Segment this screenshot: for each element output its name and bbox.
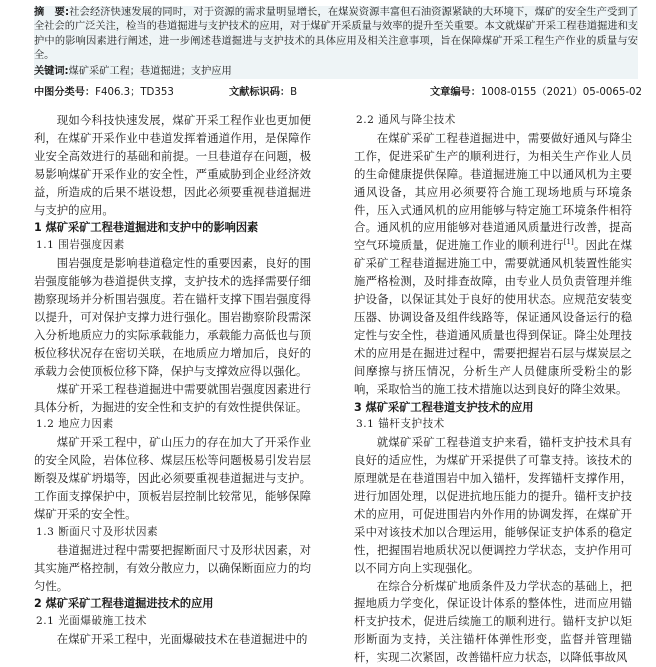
clc-label: 中图分类号： — [34, 87, 96, 98]
section-2-2-paragraph — [354, 130, 632, 399]
section-1-heading: 1 煤矿采矿工程巷道掘进和支护中的影响因素 — [34, 221, 259, 235]
keywords-text: 煤矿采矿工程；巷道掘进；支护应用 — [68, 65, 232, 77]
section-1-2-paragraph: 煤矿开采工程中，矿山压力的存在加大了开采作业的安全风险，岩体位移、煤层压松等问题极易引发岩层断裂及煤矿坍塌等，因此必须要重视巷道掘进与支护。工作面支撑保护中，顶板岩层控制比较常见，能够保障煤矿开采的安全性。 — [34, 435, 311, 521]
section-1-2-heading: 1.2 地应力因素 — [36, 418, 114, 431]
abstract-paragraph — [34, 6, 638, 64]
section-1-3-heading: 1.3 断面尺寸及形状因素 — [36, 525, 159, 538]
abstract-text: 社会经济快速发展的同时，对于资源的需求量明显增长，在煤炭资源丰富但石油资源紧缺的大环境下，煤矿的安全生产受到了全社会的广泛关注，检当的巷道掘进与支护技术的应用，对于煤矿开采质量与效率的提升至关重要。本文就煤矿开采工程巷道掘进和支护中的影响因素进行阐述，进一步阐述巷道掘进与支护技术的具体应用及相关注意事项，旨在保障煤矿开采工程生产作业的质量与安全。 — [34, 7, 638, 62]
section-2-1-paragraph: 在煤矿开采工程中，光面爆破技术在巷道掘进中的 — [56, 632, 308, 647]
section-2-2-text-b: 。因此在煤矿采矿工程巷道掘进施工中，需要就通风机装置性能实施严格检测，及时排查故障，由专业人员负责管理并维护设备，以保证其处于良好的使用状态。应规范安装变压器、协调设备及组件线路等，保证通风设备运行的稳定性与安全性，巷道通风质量也得到保证。降尘处理技术的应用是在掘进过程中，需要把握岩石层与煤炭层之间摩擦与挤压情况，分析生产人员健康所受粉尘的影响，采取恰当的施工技术措施以达到良好的降尘效果。 — [354, 238, 632, 396]
article-no-value: 1008-0155（2021）05-0065-02 — [480, 87, 642, 98]
section-1-1-paragraph-2: 煤矿开采工程巷道掘进中需要就围岩强度因素进行具体分析，为掘进的安全性和支护的有效性提供保证。 — [34, 381, 311, 414]
clc-value: F406.3；TD353 — [95, 87, 174, 98]
section-2-2-heading: 2.2 通风与降尘技术 — [356, 114, 456, 126]
section-1-3-paragraph: 巷道掘进过程中需要把握断面尺寸及形状因素，对其实施严格控制，有效分散应力，以确保断面应力的均匀性。 — [34, 542, 311, 593]
keywords-label: 关键词: — [34, 65, 69, 77]
section-1-1-paragraph: 围岩强度是影响巷道稳定性的重要因素，良好的围岩强度能够为巷道提供支撑，支护技术的选择需要仔细勘察现场并分析围岩强度。若在锚杆支撑下围岩强度得以提升，可对保护支撑力进行强化。围岩勘察阶段需深入分析地质应力的实际承载能力，承载能力高低也与顶板位移状况存在密切关联，在地质应力增加后，良好的承载力会使顶板位移下降，保护与支撑效应得以强化。 — [34, 256, 311, 378]
right-column — [354, 112, 632, 667]
doc-code-label: 文献标识码： — [229, 87, 291, 98]
section-3-heading: 3 煤矿采矿工程巷道支护技术的应用 — [354, 400, 534, 414]
abstract-block — [34, 6, 638, 79]
article-number — [430, 86, 642, 99]
intro-paragraph: 现如今科技快速发展，煤矿开采工程作业也更加便利，在煤矿开采作业中巷道发挥着通道作用，是保障作业安全高效进行的基础和前提。一旦巷道存在问题，极易影响煤矿开采作业的安全性，严重威胁到企业经济效益，所造成的后果不堪设想，因此必须要重视巷道掘进与支护的应用。 — [34, 113, 311, 217]
section-3-1-paragraph-2: 在综合分析煤矿地质条件及力学状态的基础上，把握地质力学变化，保证设计体系的整体性，进而应用锚杆支护技术，促进后续施工的顺利进行。锚杆支护以矩形断面为支持，关注锚杆体弹性形变，监督并管理锚杆，实现二次紧固，改善锚杆应力状态，以降低事故风 — [354, 578, 632, 665]
section-2-heading: 2 煤矿采矿工程巷道掘进技术的应用 — [34, 597, 214, 611]
section-3-1-heading: 3.1 锚杆支护技术 — [356, 418, 445, 431]
keywords-line — [34, 65, 638, 79]
section-2-1-heading: 2.1 光面爆破施工技术 — [36, 615, 147, 628]
citation-ref: [1] — [563, 238, 574, 247]
clc-number — [34, 86, 174, 99]
section-3-1-paragraph: 就煤矿采矿工程巷道支护来看，锚杆支护技术具有良好的适应性，为煤矿开采提供了可靠支持。该技术的原理就是在巷道围岩中加入锚杆，发挥锚杆支撑作用，进行加固处理，以促进抗地压能力的提升。锚杆支护技术的应用，可促进围岩内外作用的协调发挥，在煤矿开采中对该技术加以合理运用，能够保证支护体系的稳定性，把握围岩地质状况以便调控力学状态，支护作用可以不同方向上实现强化。 — [354, 435, 632, 575]
article-no-label: 文章编号： — [430, 87, 481, 98]
left-column — [34, 112, 311, 649]
document-code — [229, 86, 297, 99]
section-1-1-heading: 1.1 围岩强度因素 — [36, 239, 125, 252]
section-2-2-text-a: 在煤矿采矿工程巷道掘进中，需要做好通风与降尘工作，促进采矿生产的顺利进行，为相关生产作业人员的生命健康提供保障。巷道掘进施工中以通风机为主要通风设备，其应用必须要符合施工现场地质与环境条件，压入式通风机的应用能够与特定施工环境条件相符合。通风机的应用能够对巷道通风质量进行改善，提高空气环境质量，促进施工作业的顺利进行 — [354, 130, 632, 253]
doc-code-value: B — [290, 87, 298, 98]
abstract-label: 摘 要: — [34, 7, 70, 18]
